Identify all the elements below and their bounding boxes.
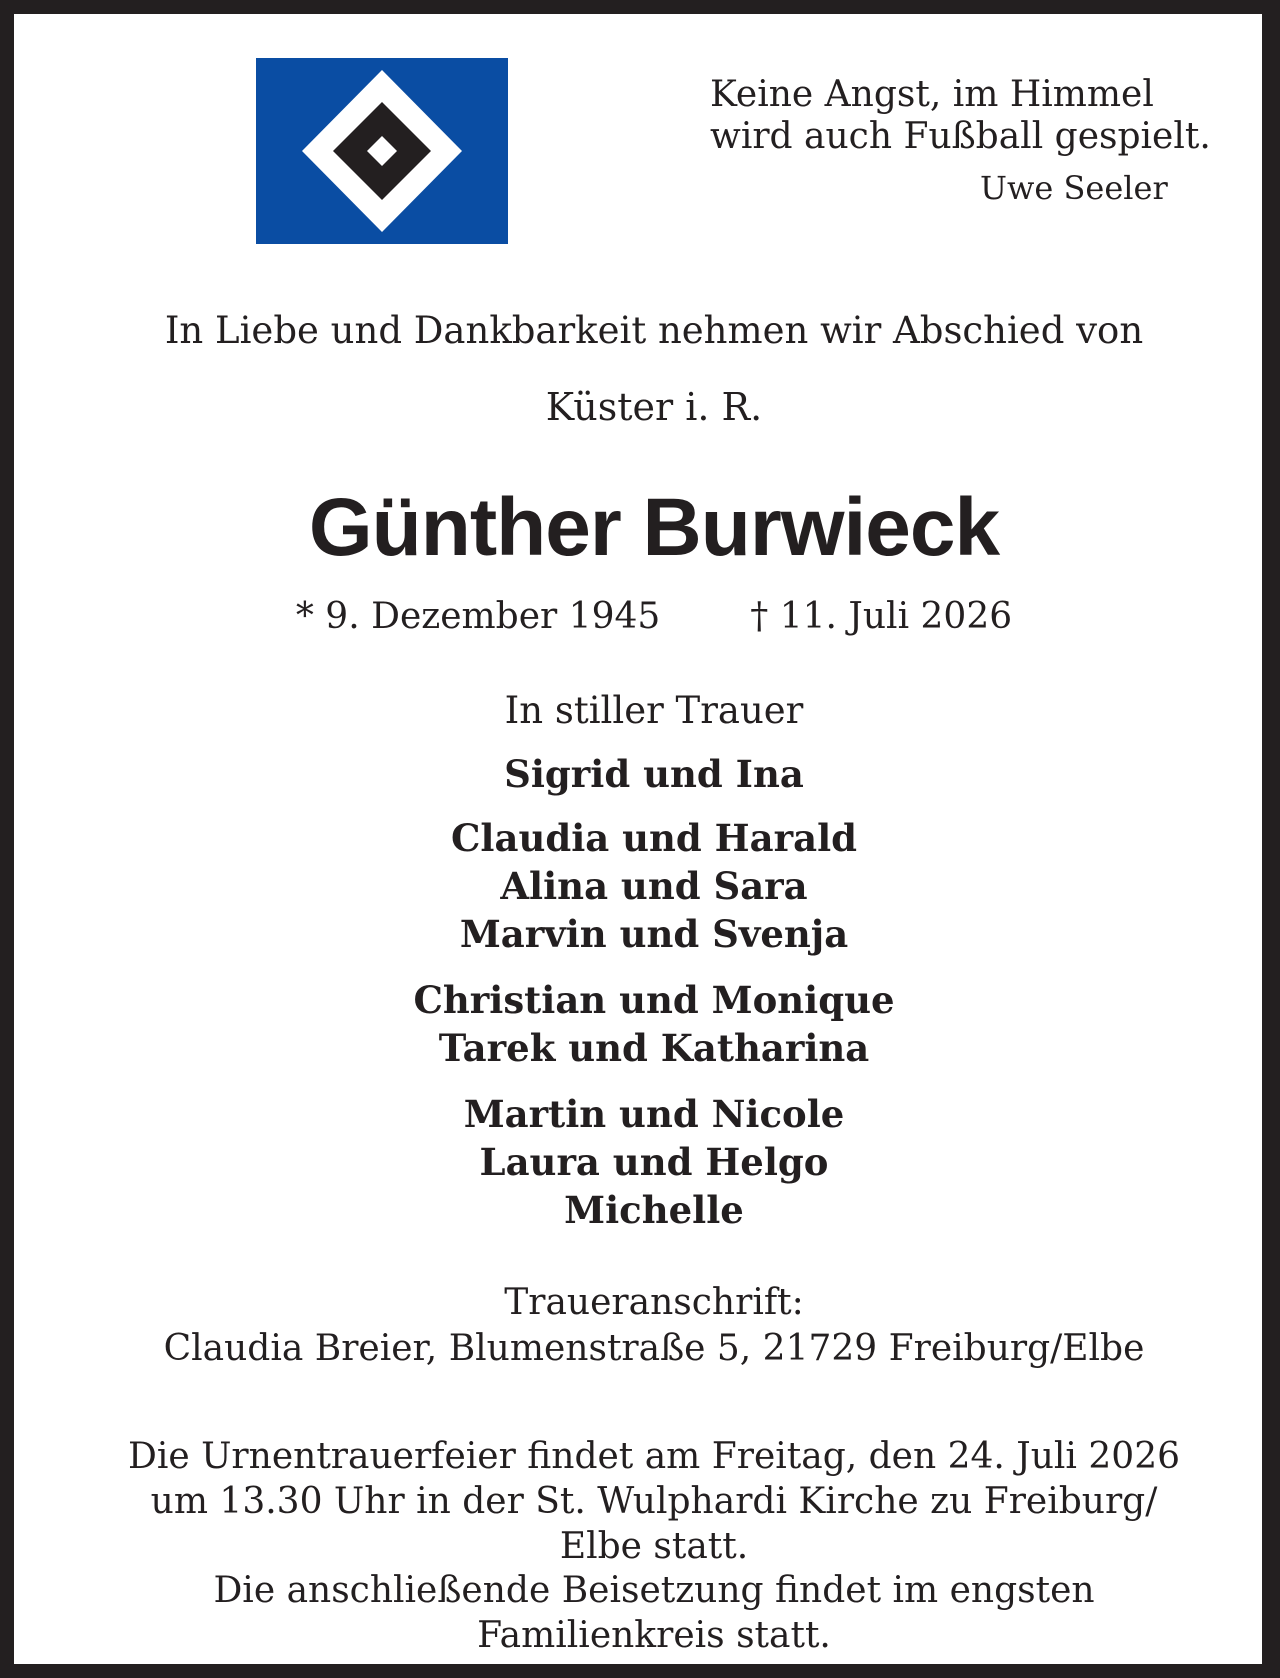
death-date: † 11. Juli 2026	[750, 596, 1013, 637]
ceremony-line: um 13.30 Uhr in der St. Wulphardi Kirche zu Freiburg/	[150, 1481, 1158, 1522]
mourner-line: Marvin und Svenja	[459, 912, 849, 956]
mourner-line: Sigrid und Ina	[504, 752, 804, 796]
hsv-diamond-logo-icon	[256, 58, 508, 244]
mourner-line: Laura und Helgo	[479, 1140, 829, 1184]
birth-date: * 9. Dezember 1945	[295, 596, 661, 637]
quote	[710, 74, 1211, 158]
mourner-line: Christian und Monique	[413, 978, 895, 1022]
ceremony-line: Die Urnentrauerfeier findet am Freitag, den 24. Juli 2026	[127, 1436, 1181, 1477]
club-emblem	[256, 58, 508, 244]
mourner-line: Tarek und Katharina	[438, 1026, 870, 1070]
intro-text: In Liebe und Dankbarkeit nehmen wir Abschied von	[164, 309, 1144, 352]
mourner-line: Michelle	[564, 1188, 744, 1232]
quote-line: Keine Angst, im Himmel	[710, 74, 1154, 115]
address-line: Claudia Breier, Blumenstraße 5, 21729 Freiburg/Elbe	[163, 1328, 1145, 1369]
deceased-name: Günther Burwieck	[308, 482, 1000, 573]
mourner-group	[14, 1090, 1280, 1234]
ceremony-notice	[14, 1434, 1280, 1569]
mourner-line: Alina und Sara	[500, 864, 808, 908]
address-label: Traueranschrift:	[504, 1282, 804, 1323]
quote-line: wird auch Fußball gespielt.	[710, 116, 1211, 157]
quote-author: Uwe Seeler	[980, 169, 1168, 207]
mourning-label: In stiller Trauer	[504, 689, 804, 732]
mourner-line: Martin und Nicole	[463, 1092, 845, 1136]
deceased-title: Küster i. R.	[545, 385, 763, 429]
burial-line: Die anschließende Beisetzung findet im engsten	[213, 1570, 1095, 1611]
life-dates	[14, 594, 1280, 640]
mourner-group	[14, 750, 1280, 798]
ceremony-line: Elbe statt.	[559, 1526, 749, 1567]
burial-line: Familienkreis statt.	[477, 1615, 831, 1656]
mourner-group	[14, 814, 1280, 958]
mourner-group	[14, 976, 1280, 1072]
mourner-line: Claudia und Harald	[450, 816, 858, 860]
burial-notice	[14, 1568, 1280, 1658]
mourning-address	[14, 1280, 1280, 1372]
